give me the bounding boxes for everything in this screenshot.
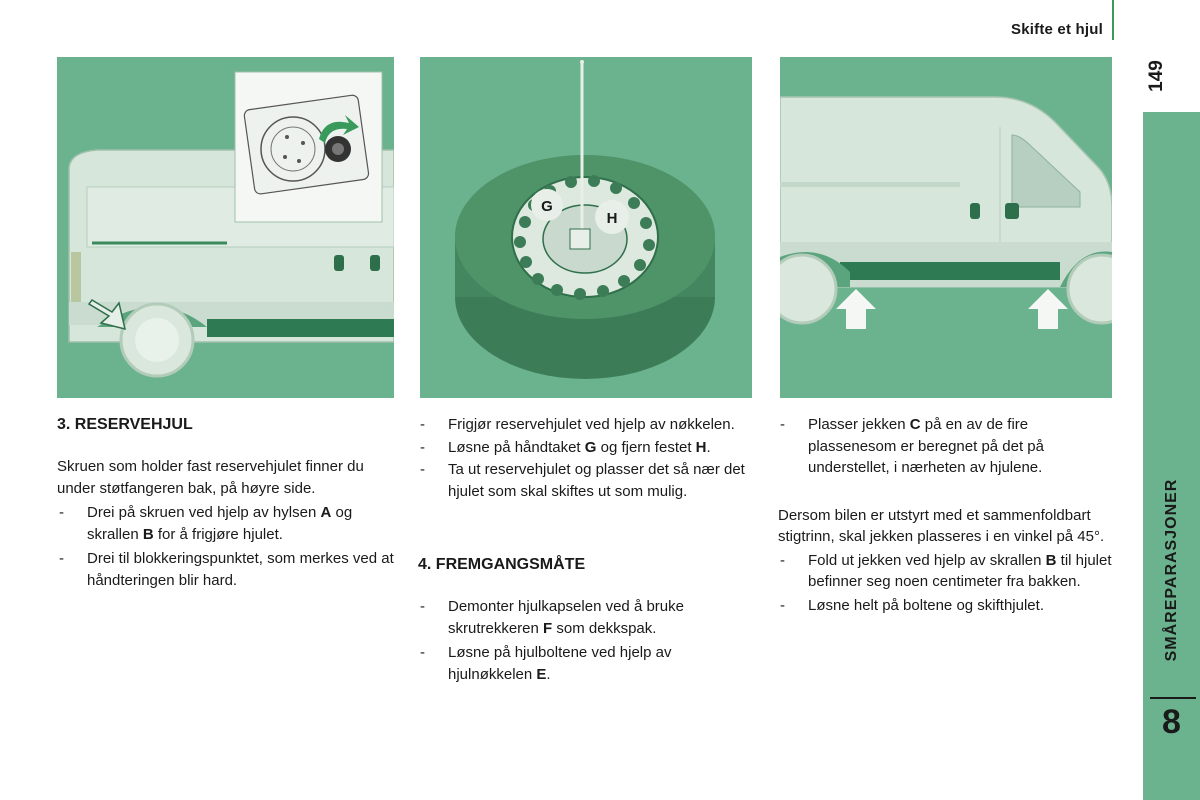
section-title: Skifte et hjul: [1011, 21, 1103, 38]
column-procedure: [418, 414, 758, 685]
heading-spare-wheel: 3. RESERVEHJUL: [57, 416, 193, 433]
column-jack: [778, 414, 1118, 616]
list-item: - Løsne på hjulboltene ved hjelp av hjulnøkkelen E.: [418, 642, 758, 685]
van-side-illustration: [780, 57, 1112, 398]
chapter-label: [1143, 450, 1200, 690]
list-item: - Løsne på håndtaket G og fjern festet H.: [418, 437, 758, 459]
figure-jack-points: [780, 57, 1112, 398]
figure-spare-wheel: [420, 57, 752, 398]
label-h: H: [606, 210, 618, 227]
figure-spare-wheel-screw: [57, 57, 394, 398]
list-item: - Frigjør reservehjulet ved hjelp av nøkkelen.: [418, 414, 758, 436]
chapter-label-text: SMÅREPARASJONER: [1162, 478, 1180, 662]
spare-wheel-illustration: [420, 57, 752, 398]
van-rear-illustration: [57, 57, 394, 398]
chapter-number: 8: [1162, 703, 1181, 741]
column-spare-wheel: [57, 414, 397, 591]
label-g: G: [541, 198, 553, 215]
chapter-divider: [1150, 697, 1196, 699]
step-paragraph: Dersom bilen er utstyrt med et sammenfoldbart stigtrinn, skal jekken plasseres i en vinkel på 45°.: [778, 506, 1105, 545]
list-item: - Demonter hjulkapselen ved å bruke skrutrekkeren F som dekkspak.: [418, 596, 758, 639]
list-item: - Drei til blokkeringspunktet, som merkes ved at håndteringen blir hard.: [57, 548, 397, 591]
page-number: 149: [1146, 60, 1167, 92]
list-item: - Fold ut jekken ved hjelp av skrallen B til hjulet befinner seg noen centimeter fra bakken.: [778, 550, 1118, 593]
list-item: - Ta ut reservehjulet og plasser det så nær det hjulet som skal skiftes ut som mulig.: [418, 459, 758, 502]
intro-paragraph: Skruen som holder fast reservehjulet finner du under støtfangeren bak, på høyre side.: [57, 458, 364, 497]
list-item: - Plasser jekken C på en av de fire plassenesom er beregnet på det på understellet, i nærheten av hjulene.: [778, 414, 1118, 479]
heading-procedure: 4. FREMGANGSMÅTE: [418, 556, 586, 573]
list-item: - Drei på skruen ved hjelp av hylsen A og skrallen B for å frigjøre hjulet.: [57, 502, 397, 545]
list-item: - Løsne helt på boltene og skifthjulet.: [778, 595, 1118, 617]
header-divider: [1112, 0, 1114, 40]
